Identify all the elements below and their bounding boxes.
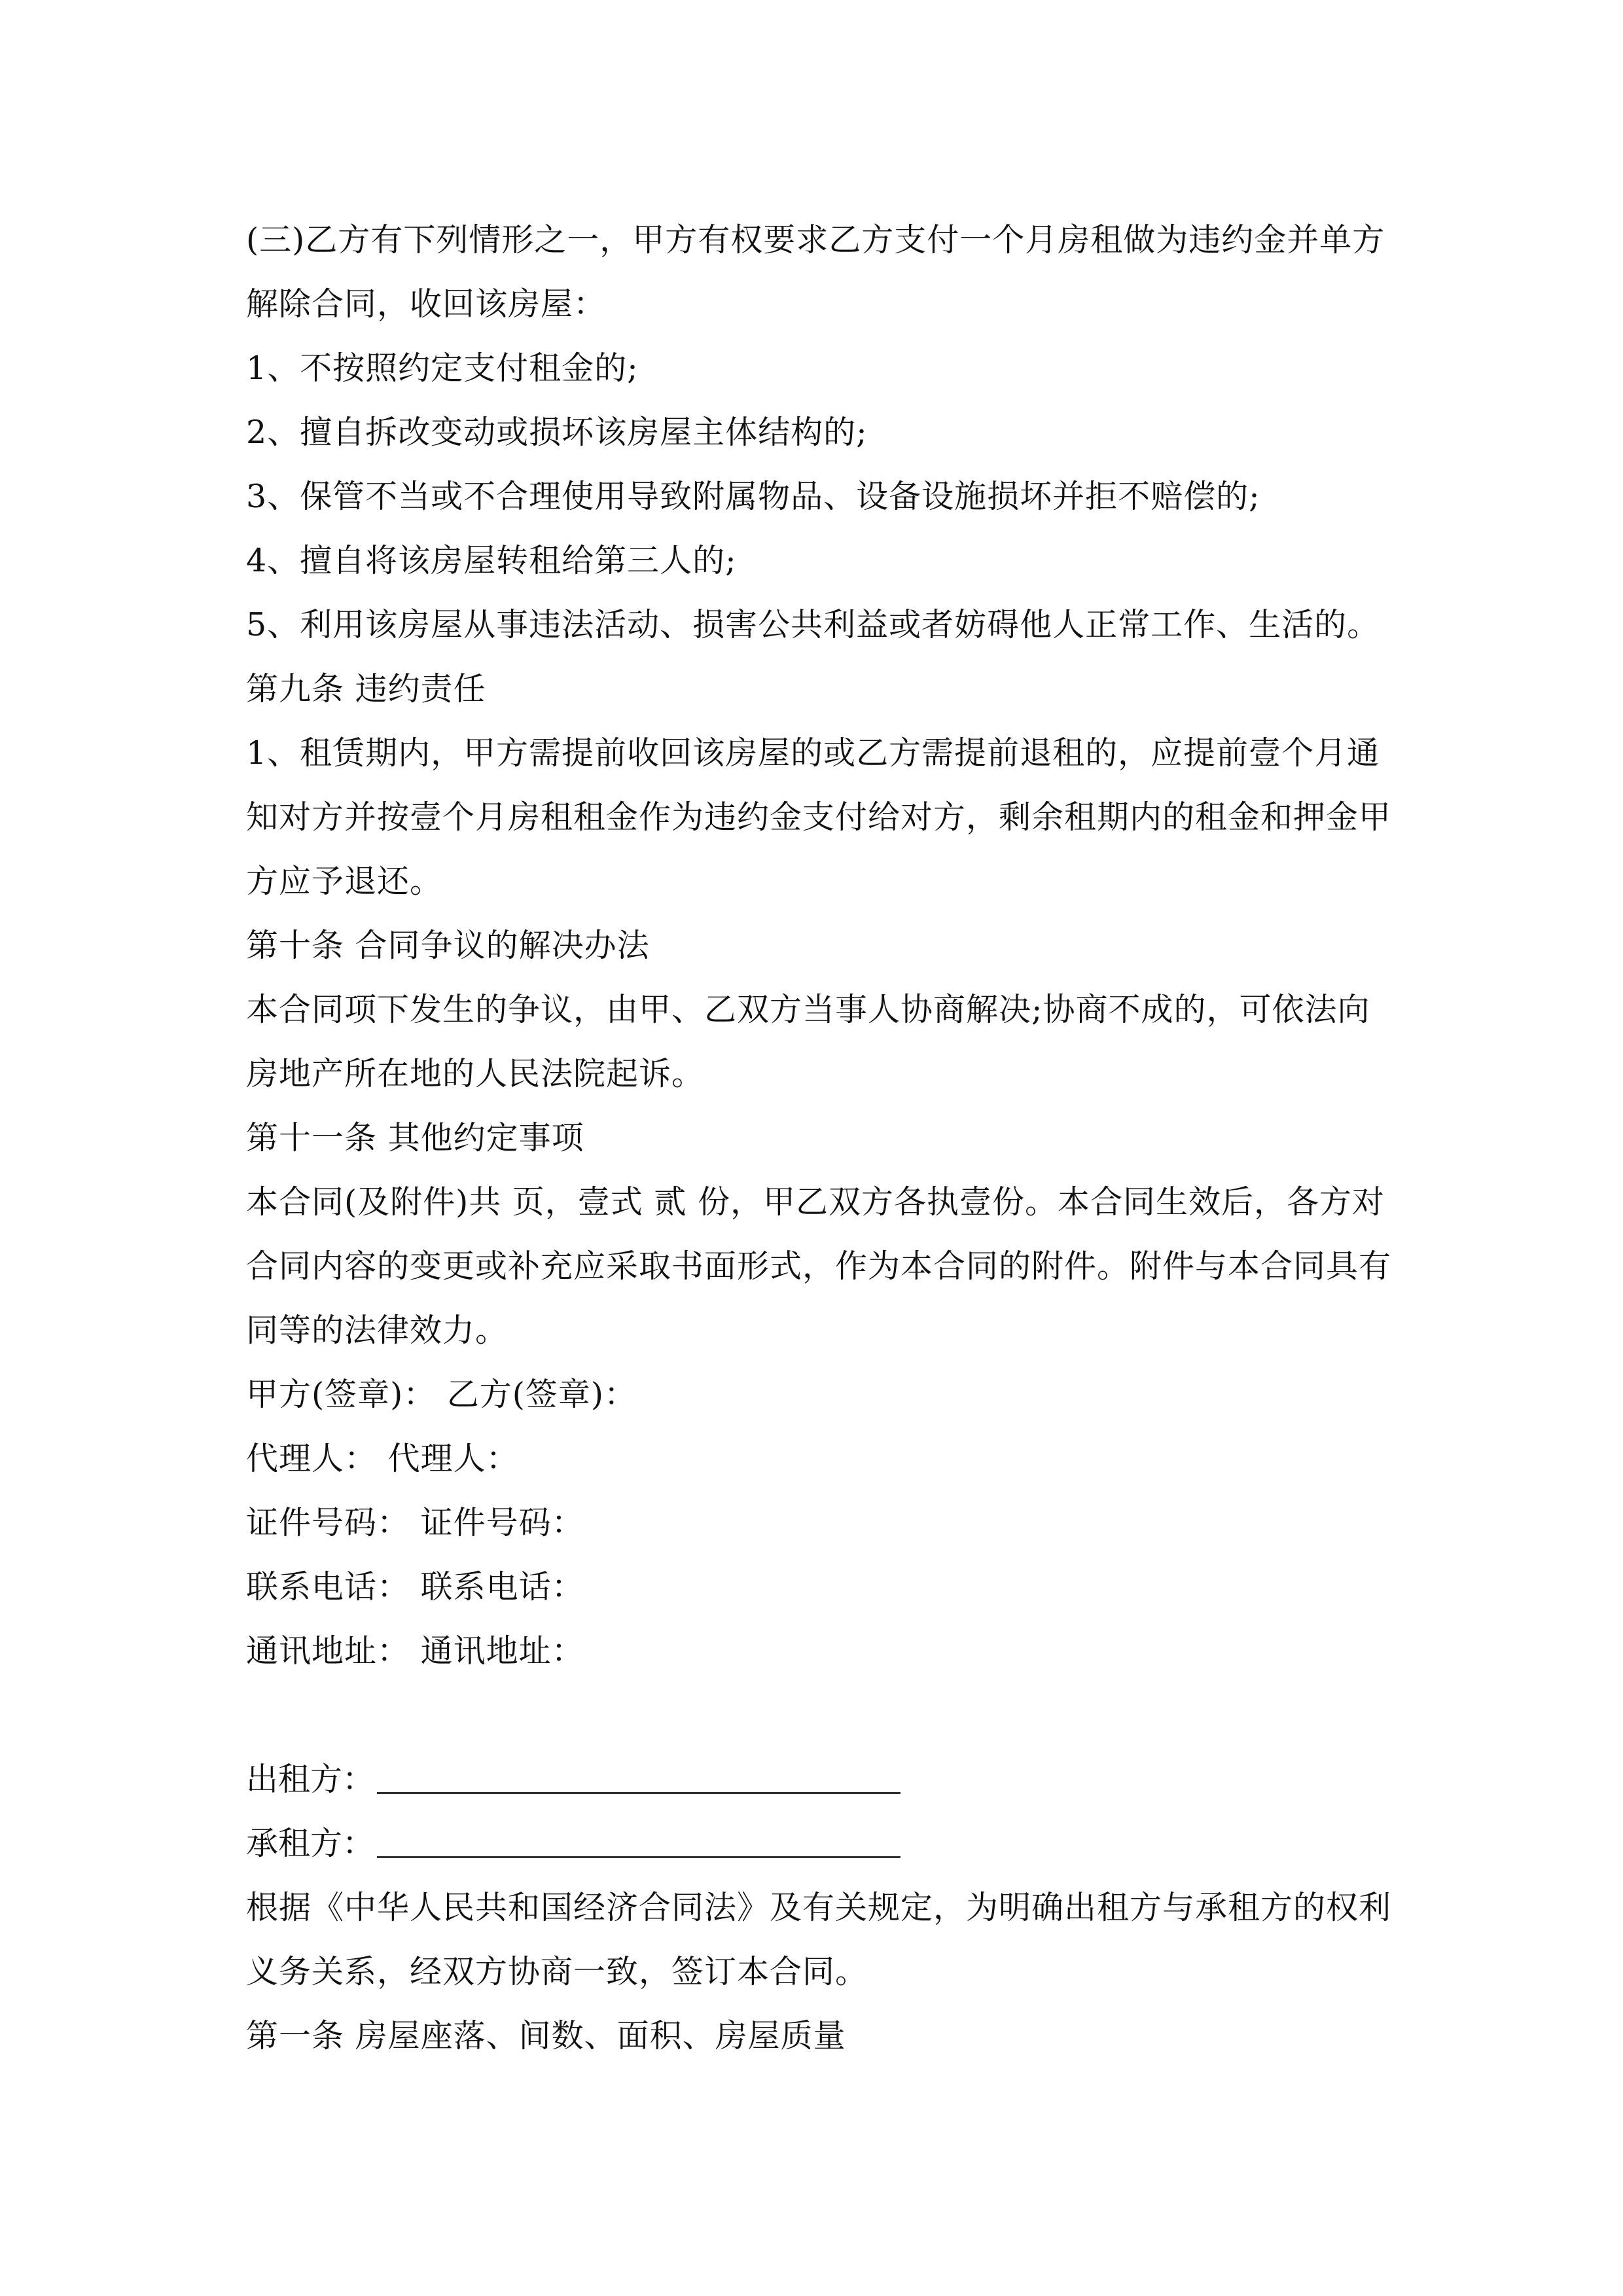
clause-text: 本合同(及附件)共 页，壹式 贰 份，甲乙双方各执壹份。本合同生效后，各方对 (246, 1183, 1385, 1221)
lessee-row (246, 1812, 1378, 1876)
clause-text: 房地产所在地的人民法院起诉。 (246, 1055, 705, 1092)
clause-text: 解除合同，收回该房屋： (246, 285, 607, 323)
list-item: 1、不按照约定支付租金的; (246, 350, 639, 387)
document-body (246, 208, 1392, 2068)
section-heading-article-9: 第九条 违约责任 (246, 670, 486, 708)
section-heading-article-11: 第十一条 其他约定事项 (246, 1119, 584, 1157)
lessor-label: 出租方： (246, 1761, 375, 1798)
lessee-blank-line (377, 1812, 901, 1858)
agent-field-label: 代理人： 代理人： (246, 1440, 519, 1477)
preamble-text: 义务关系，经双方协商一致，签订本合同。 (246, 1953, 868, 1990)
list-item: 3、保管不当或不合理使用导致附属物品、设备设施损坏并拒不赔偿的; (246, 478, 1260, 515)
clause-text: 知对方并按壹个月房租租金作为违约金支付给对方，剩余租期内的租金和押金甲 (246, 798, 1392, 836)
lessor-row (246, 1748, 1378, 1812)
clause-text: 1、租赁期内，甲方需提前收回该房屋的或乙方需提前退租的，应提前壹个月通 (246, 734, 1380, 772)
lessee-label: 承租方： (246, 1825, 375, 1862)
section-heading-article-1: 第一条 房屋座落、间数、面积、房屋质量 (246, 2017, 846, 2054)
phone-field-label: 联系电话： 联系电话： (246, 1568, 584, 1605)
preamble-text: 根据《中华人民共和国经济合同法》及有关规定，为明确出租方与承租方的权利 (246, 1889, 1392, 1926)
spacer (246, 1683, 1378, 1748)
address-field-label: 通讯地址： 通讯地址： (246, 1632, 584, 1670)
list-item: 2、擅自拆改变动或损坏该房屋主体结构的; (246, 414, 868, 451)
section-heading-article-10: 第十条 合同争议的解决办法 (246, 927, 650, 964)
lessor-blank-line (377, 1748, 901, 1794)
clause-text: 同等的法律效力。 (246, 1312, 508, 1349)
clause-text: (三)乙方有下列情形之一，甲方有权要求乙方支付一个月房租做为违约金并单方 (246, 221, 1385, 259)
clause-text: 合同内容的变更或补充应采取书面形式，作为本合同的附件。附件与本合同具有 (246, 1247, 1392, 1285)
id-number-field-label: 证件号码： 证件号码： (246, 1504, 584, 1541)
list-item: 5、利用该房屋从事违法活动、损害公共利益或者妨碍他人正常工作、生活的。 (246, 606, 1380, 643)
signature-field-label: 甲方(签章)： 乙方(签章)： (246, 1376, 637, 1413)
clause-text: 方应予退还。 (246, 863, 443, 900)
clause-text: 本合同项下发生的争议，由甲、乙双方当事人协商解决;协商不成的，可依法向 (246, 991, 1370, 1028)
list-item: 4、擅自将该房屋转租给第三人的; (246, 542, 737, 579)
